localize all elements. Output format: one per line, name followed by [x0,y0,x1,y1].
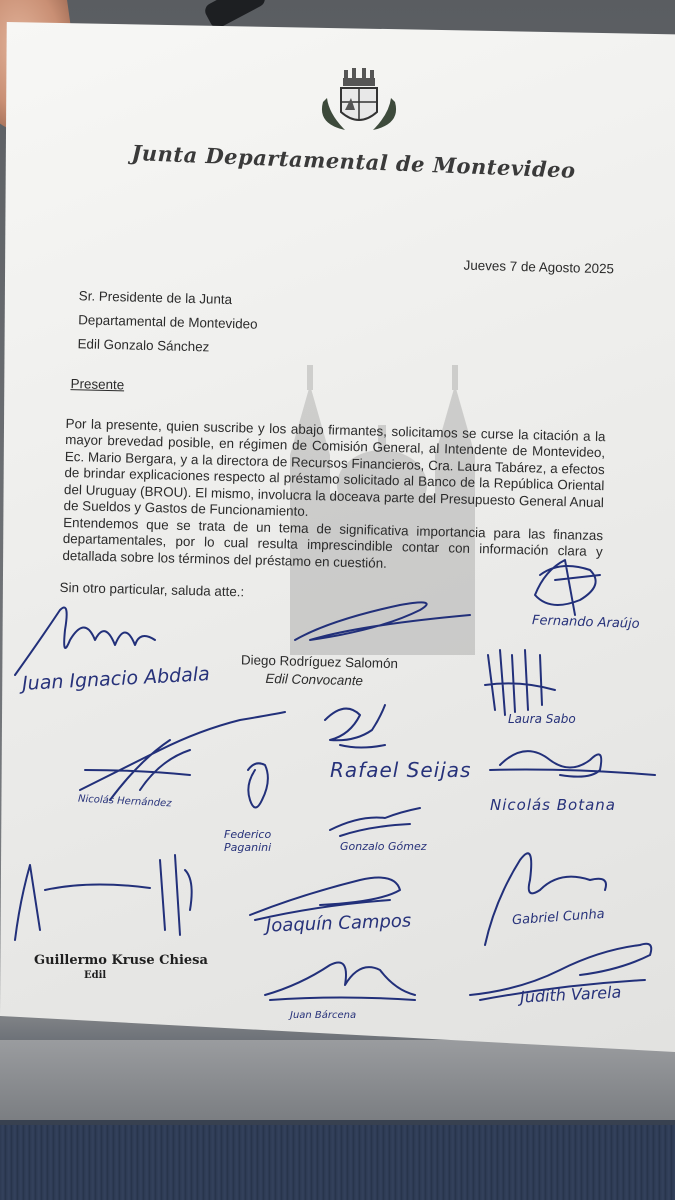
signature-stroke [535,560,600,615]
signatory-name: Federico Paganini [224,828,272,854]
addressee-line: Sr. Presidente de la Junta [78,288,233,307]
signature-stroke [490,751,655,777]
signatory-name: Rafael Seijas [330,758,472,782]
letter-date: Jueves 7 de Agosto 2025 [463,257,615,277]
signatory-name: Judith Varela [519,982,622,1007]
signatory-name: Juan Bárcena [290,1010,357,1021]
signature-stroke [295,602,470,640]
closing-line: Sin otro particular, saluda atte.: [59,579,245,600]
signatory-name: Fernando Araújo [531,613,640,632]
signatory-name: Laura Sabo [508,712,576,726]
signatory-name: Nicolás Hernández [77,793,172,810]
signatory-printed-role: Edil [84,970,107,981]
signature-stroke [330,808,420,836]
addressee-line: Departamental de Montevideo [78,312,258,332]
signatory-name: Gabriel Cunha [511,906,606,929]
body-paragraph: Entendemos que se trata de un tema de significativa importancia para las finanzas departamentales, por lo cual resulta imprescindible contar con información clara y detallada sobre los términos del préstamo en cuestión. [62,514,604,571]
convener-name: Diego Rodríguez Salomón [240,652,399,672]
salutation: Presente [70,376,125,393]
letterhead-title: Junta Departamental de Montevideo [130,140,577,183]
signature-stroke [15,608,155,676]
signatory-printed-name: Guillermo Kruse Chiesa [34,953,208,968]
signature-stroke [325,705,385,748]
signature-stroke [248,763,268,807]
signatory-name: Gonzalo Gómez [340,840,427,853]
signature-stroke [15,855,192,940]
addressee-line: Edil Gonzalo Sánchez [77,336,210,355]
convener-role: Edil Convocante [265,670,364,689]
signature-stroke [80,712,285,800]
signature-stroke [265,963,415,1001]
signature-stroke [485,853,606,945]
signatory-name: Joaquín Campos [265,910,412,937]
fabric-background [0,1125,675,1200]
signatory-name: Juan Ignacio Abdala [21,663,211,695]
signatory-name: Nicolás Botana [490,796,616,814]
body-paragraph: Por la presente, quien suscribe y los abajo firmantes, solicitamos se curse la citación a la mayor brevedad posible, en régimen de Comisión General, al Intendente de Montevideo, Ec. Mario Bergara, y a la directora de Recursos Financieros, Cra. Laura Tabárez, a efectos de brindar explicaciones respecto al préstamo solicitado al Banco de la República Oriental del Uruguay (BROU). El mismo, involucra la doceava parte del Presupuesto General Anual de Sueldos y Gastos de Funcionamiento. [63,415,606,519]
signature-stroke [485,650,555,715]
